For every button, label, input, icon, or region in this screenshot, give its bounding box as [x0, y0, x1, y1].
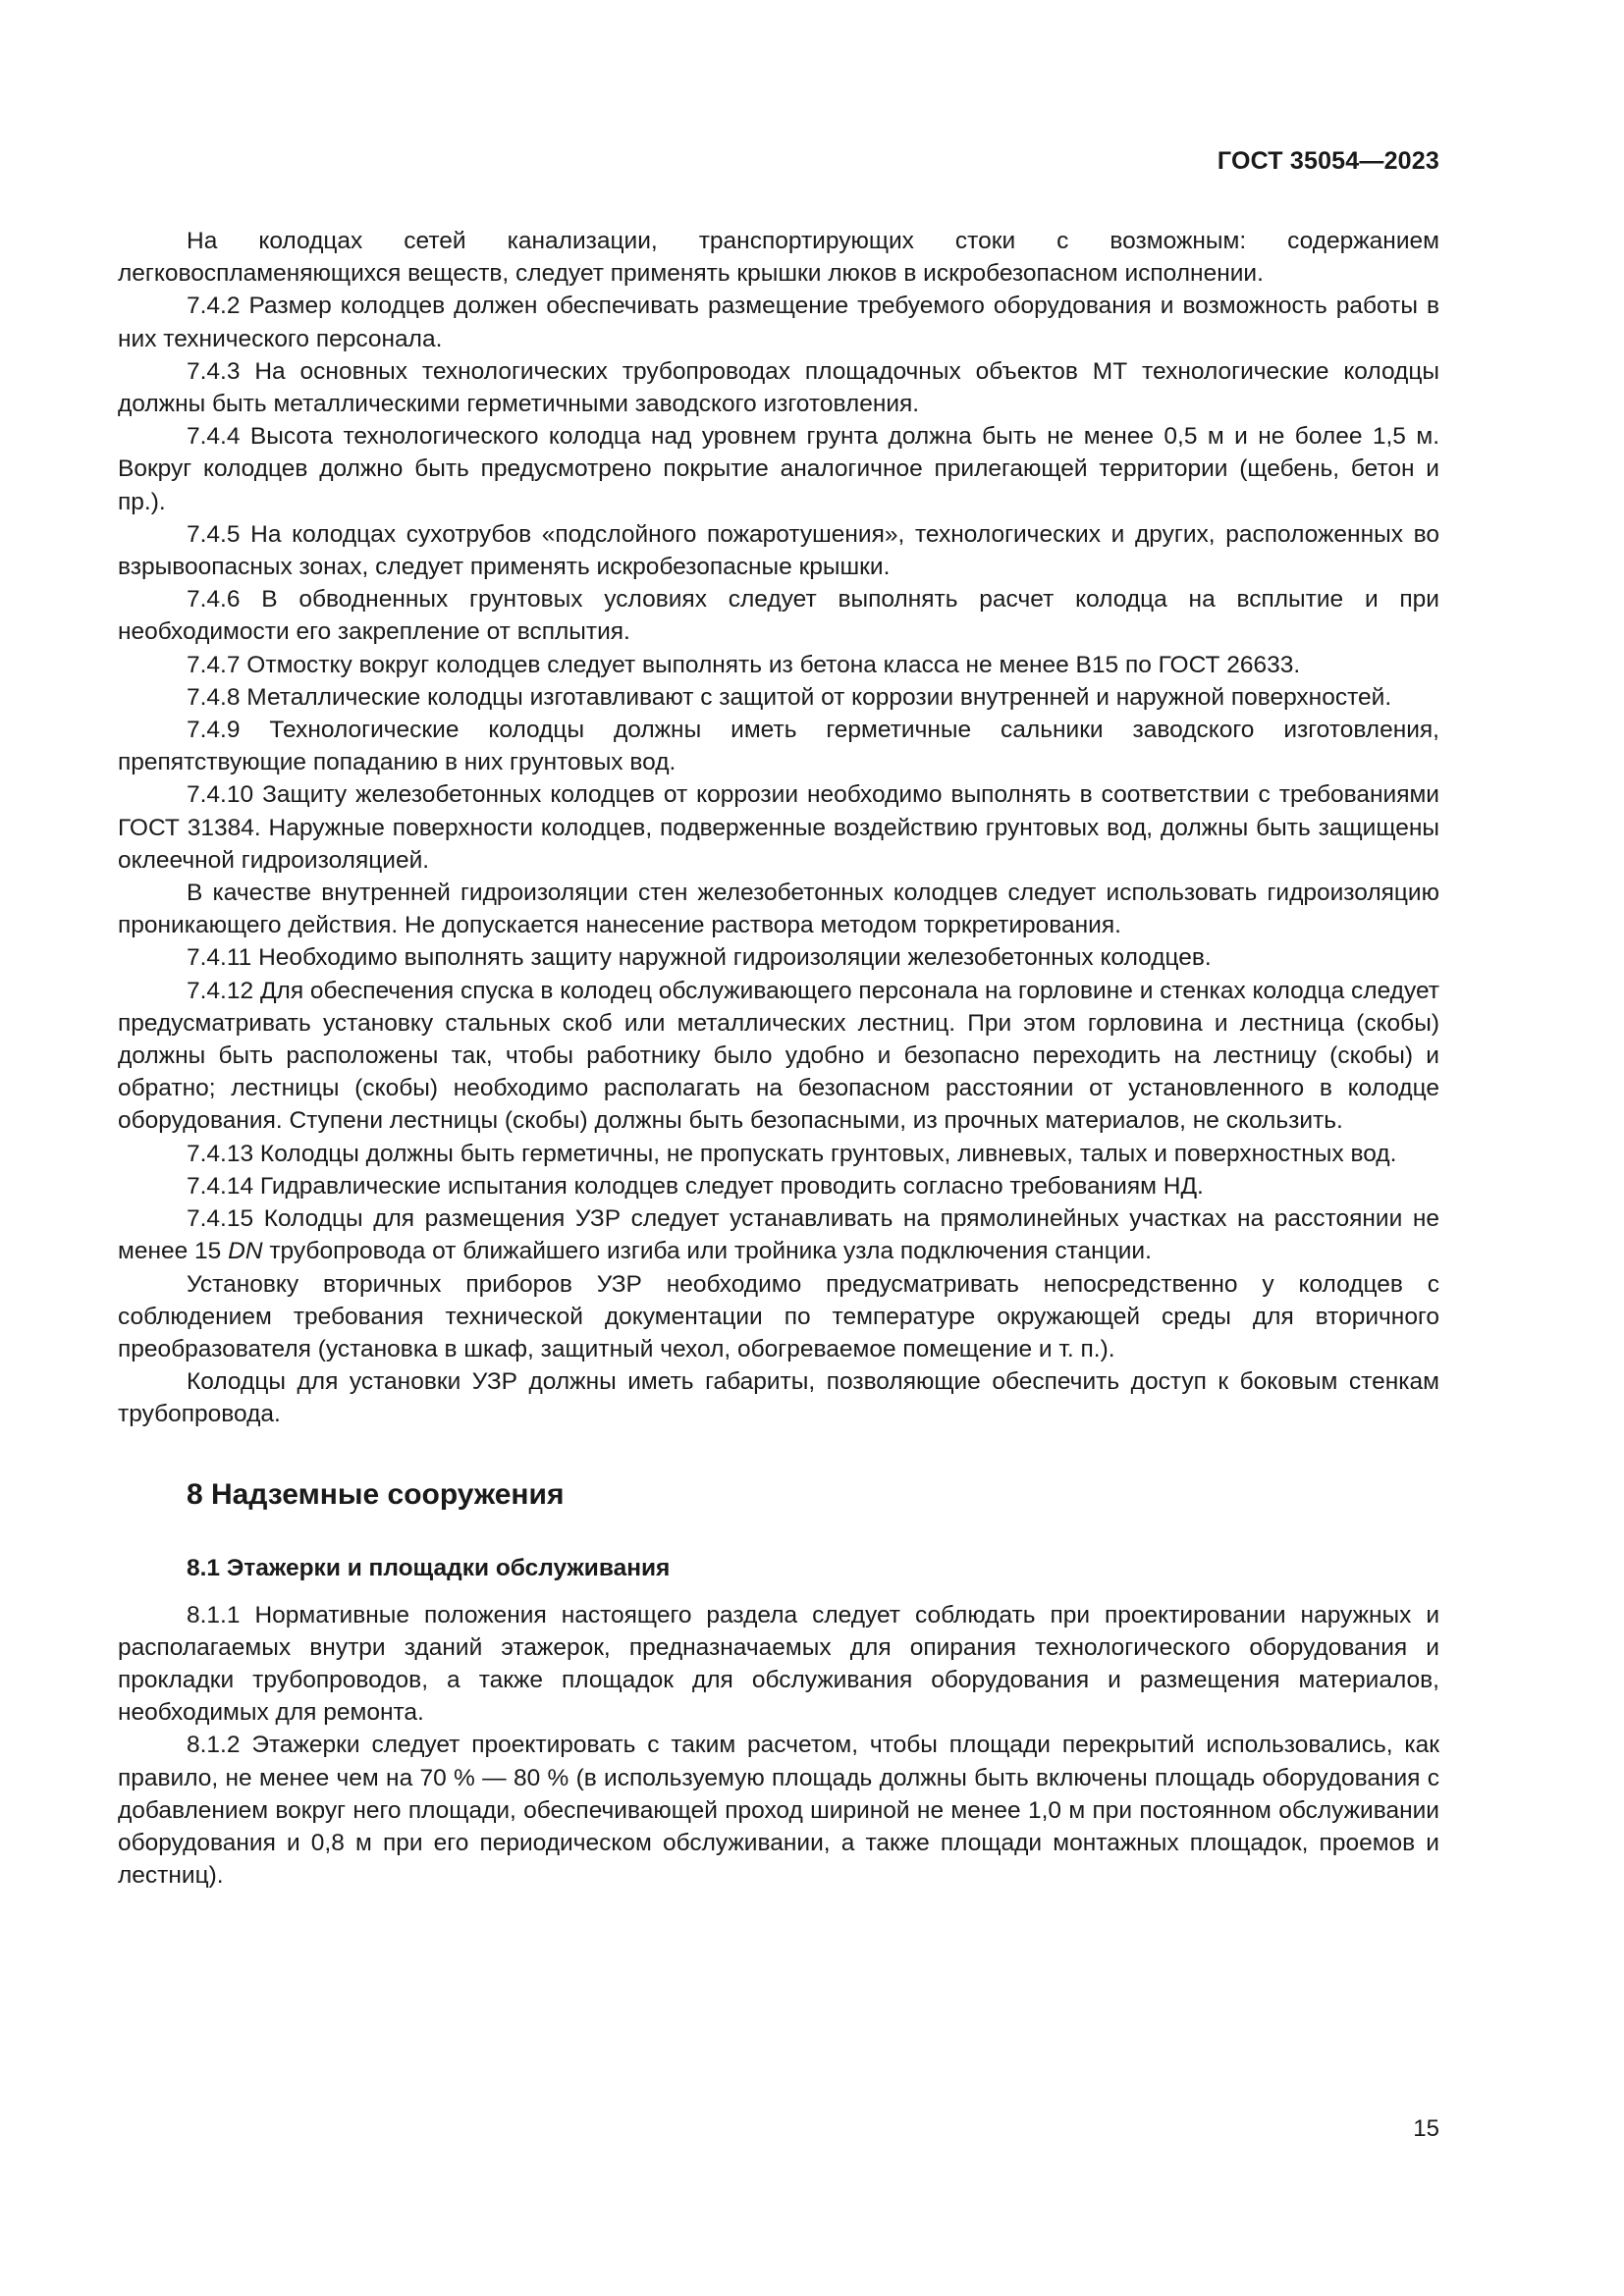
paragraph-uzr-dimensions: Колодцы для установки УЗР должны иметь габариты, позволяющие обеспечить доступ к боковым стенкам трубопровода. [118, 1368, 1439, 1428]
paragraph-7-4-15-text-a: 7.4.15 Колодцы для размещения УЗР следует устанавливать на прямолинейных участках на расстоянии не менее 15 [118, 1205, 1439, 1265]
paragraph-7-4-7: 7.4.7 Отмостку вокруг колодцев следует выполнять из бетона класса не менее В15 по ГОСТ 26633. [187, 651, 1301, 678]
paragraph-7-4-13: 7.4.13 Колодцы должны быть герметичны, не пропускать грунтовых, ливневых, талых и поверхностных вод. [187, 1140, 1397, 1167]
paragraph: На колодцах сетей канализации, транспортирующих стоки с возможным: содержанием легковоспламеняющихся веществ, следует применять крышки люков в искробезопасном исполнении. [118, 228, 1439, 288]
subsection-8-1-heading: 8.1 Этажерки и площадки обслуживания [187, 1554, 671, 1581]
paragraph-7-4-15-text-b: трубопровода от ближайшего изгиба или тройника узла подключения станции. [262, 1238, 1152, 1265]
dn-italic: DN [228, 1238, 263, 1265]
paragraph-7-4-12: 7.4.12 Для обеспечения спуска в колодец обслуживающего персонала на горловине и стенках колодца следует предусматривать установку стальных скоб или металлических лестниц. При этом горловина и лестница (скобы) должны быть расположены так, чтобы работнику было удобно и безопасно переходить на лестницу (скобы) и обратно; лестницы (скобы) необходимо располагать на безопасном расстоянии от установленного в колодце оборудования. Ступени лестницы (скобы) должны быть безопасными, из прочных материалов, не скользить. [118, 977, 1439, 1135]
paragraph-7-4-5: 7.4.5 На колодцах сухотрубов «подслойного пожаротушения», технологических и других, расположенных во взрывоопасных зонах, следует применять искробезопасные крышки. [118, 520, 1439, 581]
paragraph-7-4-2: 7.4.2 Размер колодцев должен обеспечивать размещение требуемого оборудования и возможность работы в них технического персонала. [118, 293, 1439, 352]
paragraph-uzr-secondary: Установку вторичных приборов УЗР необходимо предусматривать непосредственно у колодцев с соблюдением требования технической документации по температуре окружающей среды для вторичного преобразователя (установка в шкаф, защитный чехол, обогреваемое помещение и т. п.). [118, 1270, 1439, 1362]
paragraph-7-4-8: 7.4.8 Металлические колодцы изготавливают с защитой от коррозии внутренней и наружной поверхностей. [187, 683, 1392, 711]
paragraph-7-4-6: 7.4.6 В обводненных грунтовых условиях следует выполнять расчет колодца на всплытие и при необходимости его закрепление от всплытия. [118, 586, 1439, 646]
paragraph-7-4-11: 7.4.11 Необходимо выполнять защиту наружной гидроизоляции железобетонных колодцев. [187, 944, 1212, 972]
section-8-heading: 8 Надземные сооружения [187, 1477, 565, 1511]
paragraph-7-4-10: 7.4.10 Защиту железобетонных колодцев от коррозии необходимо выполнять в соответствии с требованиями ГОСТ 31384. Наружные поверхности колодцев, подверженные воздействию грунтовых вод, должны быть защищены оклеечной гидроизоляцией. [118, 781, 1439, 874]
paragraph-7-4-4: 7.4.4 Высота технологического колодца над уровнем грунта должна быть не менее 0,5 м и не более 1,5 м. Вокруг колодцев должно быть предусмотрено покрытие аналогичное прилегающей территории (щебень, бетон и пр.). [118, 423, 1439, 515]
paragraph-7-4-14: 7.4.14 Гидравлические испытания колодцев следует проводить согласно требованиям НД. [187, 1172, 1204, 1200]
paragraph-7-4-9: 7.4.9 Технологические колодцы должны иметь герметичные сальники заводского изготовления, препятствующие попаданию в них грунтовых вод. [118, 717, 1439, 776]
page-number: 15 [1413, 2115, 1439, 2142]
document-body [118, 225, 1439, 1892]
paragraph-7-4-15 [118, 1202, 1439, 1267]
paragraph-8-1-2: 8.1.2 Этажерки следует проектировать с таким расчетом, чтобы площади перекрытий использовались, как правило, не менее чем на 70 % — 80 % (в используемую площадь должны быть включены площадь оборудования с добавлением вокруг него площади, обеспечивающей проход шириной не менее 1,0 м при постоянном обслуживании оборудования и 0,8 м при его периодическом обслуживании, а также площади монтажных площадок, проемов и лестниц). [118, 1732, 1439, 1890]
paragraph-7-4-10-cont: В качестве внутренней гидроизоляции стен железобетонных колодцев следует использовать гидроизоляцию проникающего действия. Не допускается нанесение раствора методом торкретирования. [118, 880, 1439, 939]
document-header: ГОСТ 35054—2023 [1217, 147, 1439, 175]
paragraph-8-1-1: 8.1.1 Нормативные положения настоящего раздела следует соблюдать при проектировании наружных и располагаемых внутри зданий этажерок, предназначаемых для опирания технологического оборудования и прокладки трубопроводов, а также площадок для обслуживания оборудования и размещения материалов, необходимых для ремонта. [118, 1601, 1439, 1727]
paragraph-7-4-3: 7.4.3 На основных технологических трубопроводах площадочных объектов МТ технологические колодцы должны быть металлическими герметичными заводского изготовления. [118, 357, 1439, 418]
